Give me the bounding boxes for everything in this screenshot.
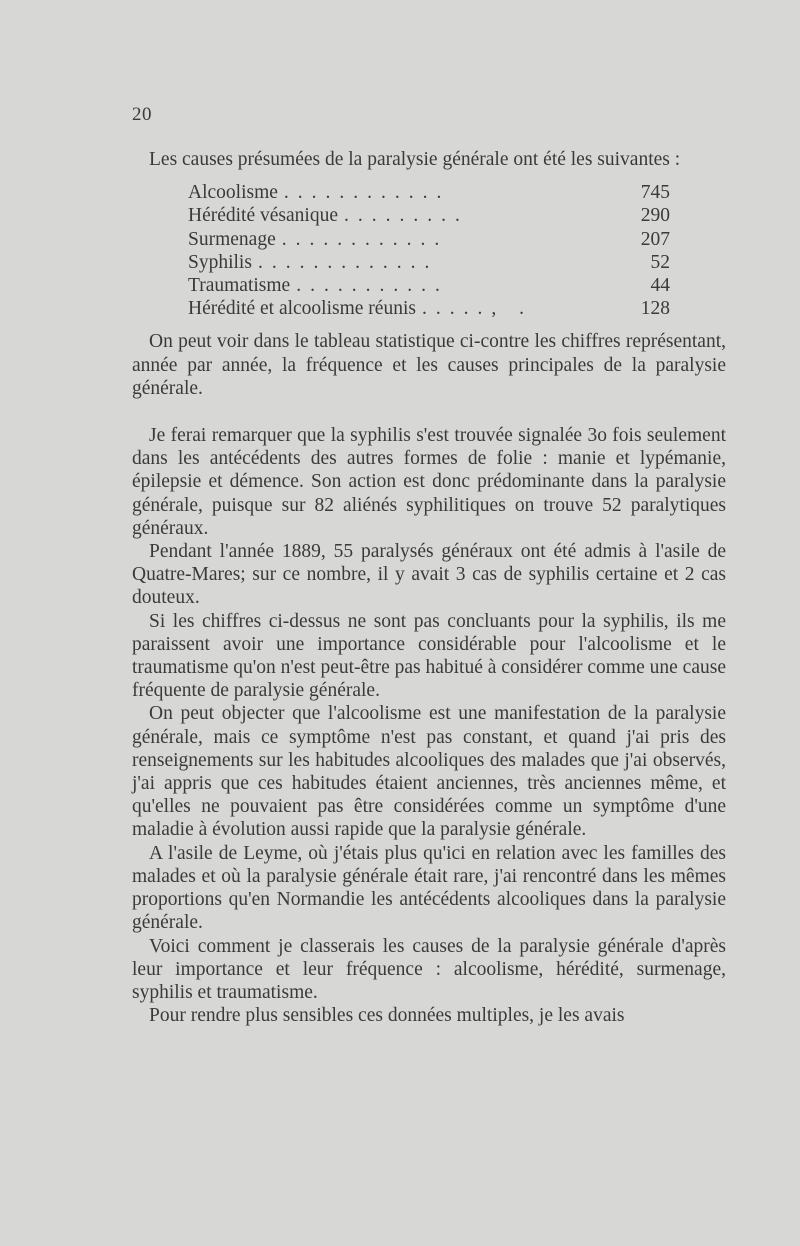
body-paragraph: On peut objecter que l'alcoolisme est une manifestation de la paralysie générale, mais ce symptôme n'est pas constant, et quand j'ai pris des renseignements sur les habitudes alcooliques des malades que j'ai observés, j'ai appris que ces habitudes étaient anciennes, très anciennes même, et qu'elles ne pouvaient pas être considérées comme un symptôme d'une maladie à évolution aussi rapide que la paralysie générale. [132,703,726,841]
cause-label: Syphilis [188,251,252,273]
page-number: 20 [132,104,152,125]
table-row [188,228,670,251]
leader-dots: ........... [296,275,449,297]
body-paragraph: Je ferai remarquer que la syphilis s'est trouvée signalée 3o fois seulement dans les antécédents des autres formes de folie : manie et lypémanie, épilepsie et démence. Son action est donc prédominante dans la paralysie générale, puisque sur 82 aliénés syphilitiques on trouve 52 paralytiques généraux. [132,425,726,539]
table-row [188,204,670,227]
cause-value: 44 [650,275,670,297]
table-row [188,251,670,274]
cause-label: Hérédité vésanique [188,205,338,227]
intro-paragraph: Les causes présumées de la paralysie générale ont été les suivantes : [149,149,681,170]
leader-dots: ......... [343,205,469,227]
leader-dots: ............ [281,228,449,250]
body-paragraph: Pour rendre plus sensibles ces données multiples, je les avais [149,1005,625,1027]
cause-label: Surmenage [188,228,276,250]
body-paragraph: Si les chiffres ci-dessus ne sont pas concluants pour la syphilis, ils me paraissent avoir une importance considérable pour l'alcoolisme et le traumatisme qu'on n'est peut-être pas habitué à considérer comme une cause fréquente de paralysie générale. [132,610,726,702]
text-body [132,148,726,1027]
body-paragraph: On peut voir dans le tableau statistique ci-contre les chiffres représentant, année par année, la fréquence et les causes principales de la paralysie générale. [132,331,726,399]
table-row [188,297,670,320]
leader-dots: ............ [283,182,451,204]
cause-label: Hérédité et alcoolisme réunis [188,298,416,320]
cause-label: Traumatisme [188,275,291,297]
body-paragraph: A l'asile de Leyme, où j'étais plus qu'ici en relation avec les familles des malades et où la paralysie générale était rare, j'ai rencontré dans les mêmes proportions qu'en Normandie les antécédents alcooliques dans la paralysie générale. [132,842,726,934]
cause-label: Alcoolisme [188,182,278,204]
causes-table [188,181,670,320]
cause-value: 128 [640,298,670,320]
leader-dots: ....., . [421,298,533,320]
leader-dots: ............. [257,251,439,273]
body-paragraph: Pendant l'année 1889, 55 paralysés généraux ont été admis à l'asile de Quatre-Mares; sur ce nombre, il y avait 3 cas de syphilis certaine et 2 cas douteux. [132,541,726,609]
body-paragraph: Voici comment je classerais les causes de la paralysie générale d'après leur importance et leur fréquence : alcoolisme, hérédité, surmenage, syphilis et traumatisme. [132,935,726,1003]
cause-value: 290 [640,205,670,227]
table-row [188,274,670,297]
cause-value: 52 [650,251,670,273]
cause-value: 745 [640,182,670,204]
cause-value: 207 [640,228,670,250]
table-row [188,181,670,204]
